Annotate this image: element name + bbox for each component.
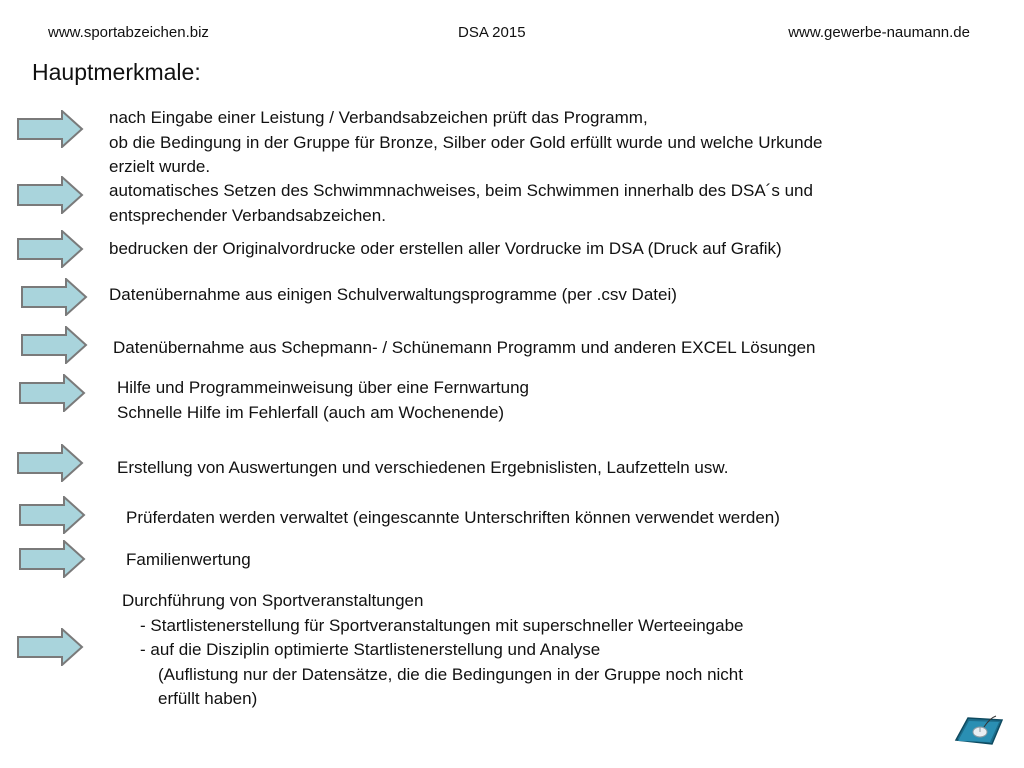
feature-item xyxy=(126,506,780,531)
feature-item xyxy=(113,336,815,361)
feature-item xyxy=(126,548,251,573)
feature-line: erfüllt haben) xyxy=(158,689,258,708)
feature-line: automatisches Setzen des Schwimmnachweises, beim Schwimmen innerhalb des DSA´s und xyxy=(109,181,813,200)
feature-line: Familienwertung xyxy=(126,550,251,569)
arrow-right-icon xyxy=(18,374,86,412)
feature-line: nach Eingabe einer Leistung / Verbandsabzeichen prüft das Programm, xyxy=(109,108,648,127)
arrow-right-icon xyxy=(18,540,86,578)
arrow-right-icon xyxy=(16,176,84,214)
feature-line: Prüferdaten werden verwaltet (eingescannte Unterschriften können verwendet werden) xyxy=(126,508,780,527)
header-right-url: www.gewerbe-naumann.de xyxy=(788,24,970,41)
arrow-right-icon xyxy=(16,110,84,148)
arrow-right-icon xyxy=(20,326,88,364)
feature-item xyxy=(109,106,822,180)
header-left-url: www.sportabzeichen.biz xyxy=(48,24,209,41)
arrow-right-icon xyxy=(16,230,84,268)
feature-line: Erstellung von Auswertungen und verschiedenen Ergebnislisten, Laufzetteln usw. xyxy=(117,458,729,477)
feature-line: Hilfe und Programmeinweisung über eine Fernwartung xyxy=(117,378,529,397)
feature-line: bedrucken der Originalvordrucke oder erstellen aller Vordrucke im DSA (Druck auf Grafik) xyxy=(109,239,782,258)
feature-item xyxy=(122,589,744,712)
arrow-right-icon xyxy=(18,496,86,534)
feature-item xyxy=(109,179,813,228)
header-center-title: DSA 2015 xyxy=(458,24,526,41)
feature-item xyxy=(117,376,529,425)
arrow-right-icon xyxy=(16,628,84,666)
feature-item xyxy=(117,456,728,481)
arrow-right-icon xyxy=(16,444,84,482)
feature-line: ob die Bedingung in der Gruppe für Bronze, Silber oder Gold erfüllt wurde und welche Urkunde xyxy=(109,132,823,152)
feature-line: entsprechender Verbandsabzeichen. xyxy=(109,205,386,225)
feature-item xyxy=(109,237,782,262)
feature-item xyxy=(109,283,677,308)
page-title: Hauptmerkmale: xyxy=(32,59,201,85)
arrow-right-icon xyxy=(20,278,88,316)
feature-line: (Auflistung nur der Datensätze, die die Bedingungen in der Gruppe noch nicht xyxy=(158,664,743,684)
feature-line: Schnelle Hilfe im Fehlerfall (auch am Wochenende) xyxy=(117,402,505,422)
feature-line: Datenübernahme aus Schepmann- / Schünemann Programm und anderen EXCEL Lösungen xyxy=(113,338,816,357)
feature-line: erzielt wurde. xyxy=(109,157,211,176)
mouse-pad-icon[interactable] xyxy=(954,710,1004,748)
feature-line: Durchführung von Sportveranstaltungen xyxy=(122,591,424,610)
feature-line: - auf die Disziplin optimierte Startlistenerstellung und Analyse xyxy=(140,640,601,659)
feature-line: - Startlistenerstellung für Sportveranstaltungen mit superschneller Werteeingabe xyxy=(140,615,744,635)
feature-line: Datenübernahme aus einigen Schulverwaltungsprogramme (per .csv Datei) xyxy=(109,285,677,304)
